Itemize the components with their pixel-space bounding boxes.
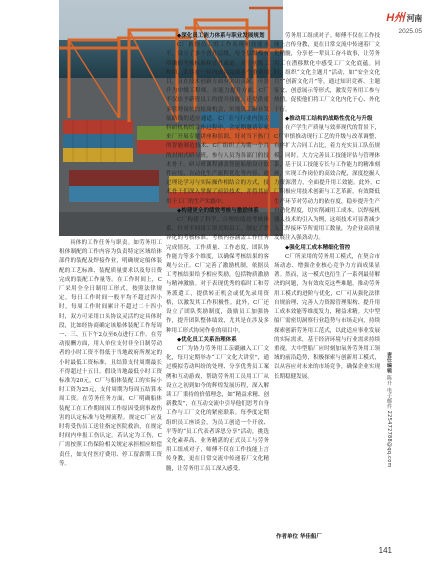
section-heading: ◆推动用工结构的战略性优化与升级 (285, 115, 373, 122)
editor-name: 陈升 (386, 375, 392, 386)
paragraph: 在产学生产质量与效率现代的背景下，C厂审慎推动现行工艺的升级与改革调整，有序扩大合同工占比，着力充实员工队伍规模。同时，大力完善员工技能评估与管理体系，基于员工技能专长与工作能力的精准刻画，实现工作岗位的高效合配，深度挖掘人力资源潜力，全面提升用工效能。此外，C厂积极应用技术创新与工艺革新，有效降低生产环节对劳动力的依存度，稳步提升生产自动化程度，切实削减用工成本。以焊接机器人技术的引入为例，这项技术可显著减少人工焊接环节所需用工数量，为企业高质量发展注入强劲动力。 (274, 125, 380, 242)
paragraph: C厂构建了科学、合理的绩效考核体系，针对不同用工形式的员工，制定了差异化的考核标准。考核内容涵盖工作任务完成情况、工作质量、工作态度、团队协作能力等多个维度，以确保考核结果的客观与公正。C厂完善了激励机制，依据员工考核结果给予相应奖励，包括物质激励与精神激励。对于表现优秀的临时工和劳务派遣工，提供转正机会或优先录用资格，以激发其工作积极性。此外，C厂还设立了团队奖励制度，鼓励员工加强协作，提升团队整体绩效，尤其是在涉及多种用工形式协同作业的项目中。 (166, 217, 269, 334)
paragraph: C厂所采用的劳务用工模式，在契合市场动态、增强企业核心竞争力方面成果显著。然而，这一模式也衍生了一系列最待解决的问题，为有效攻克这些难题，推动劳务用工模式的进阶与优化，C厂可从强化法律自规治理、完善人力资源管理架构、提升用工成本效能等维度发力，精益求精。大中型船厂需密切洞察行业趋势与市场走向，持续探索创新劳务用工范式，以此适应事业发展的实际需求，基于经济环境与行业需求持续重视，大中型船厂应时刻加氧务劳务用工领域的前沿趋势，积极探索与创新用工模式，以从容应对未来的市场竞争，确保企业实现长期稳健发展。 (274, 253, 380, 380)
paragraph: C厂依据员工的工作表现和技能水平，设立了多个晋升层级。每个层级都有明确的考核标准和晋升通道。对于初级工程师，若其在一年内成功完成多个重要项目，且在技术创新方面有突出贡献，可晋升为中级工程师。在能力提升方面，C厂不仅给予新资员工的提升技能，还提供更多管理岗位的轮岗机会，实现员工职业发展路线的适应通道。C厂在与行业内顶尖科研机构的合作过程中，会定期邀请专家来厂开展专题讲座和培训，针对当下热门的智能制造技术、C厂组织了为期一个月的封闭式研习班，参与人员为各部门的技术骨干。研习班课程涵盖智能船舶设计软件应用、自动化生产流程优化等内容。通过理论学习与实际操作相结合的方式，技术骨干们深入掌握了前沿技术，并将其应用于工厂的生产实践中。 (166, 42, 269, 205)
page-number: 141 (378, 546, 392, 555)
editor-ribbon (383, 352, 393, 528)
issue-date: 2025.05 (398, 28, 422, 35)
magazine-logo: H州 河南 (386, 12, 422, 24)
text-column-right (274, 32, 380, 532)
section-heading: ◆优化员工关系治理体系 (177, 336, 237, 343)
section-heading: ◆强化用工成本精细化管控 (285, 244, 351, 251)
section-heading: ◆深化员工能力体系与职业发展规划 (177, 33, 265, 39)
text-column-left (59, 239, 162, 529)
section-heading: ◆构建更全的绩效考核与激励体系 (177, 207, 259, 214)
paragraph: 具体的工作任务与职责。如劳务用工租体制配的工作内容为负责特定区域给体部件的装配及焊接作业，明确规定船体装配的工艺标准、装配质量要求以及每日费完成的装配工作量等。在工作时间上，C厂采用全全日制用工形式，按照法律规定，每日工作时间一般平均不超过四小时，每周工作时间累计不超过二十四小时，双方可采用口头协议灵活约定具体时段，比如经协商确定该船体装配工作每周一、三、五下午2点至6点进行工作。在劳动报酬方面，用人单位支付非全日制劳动者的小时工资不得低于当地政府所规定的小时最低工资标准，且结算支付周期最长不得超过十五日。假设当地最低小时工资标准为20元，C厂与船体装配工的实际小时工资为25元，支付周期为每周五结算本周工资。在劳务任务方面，C厂明确船体装配工在工作期间因工作原因受到事故伤害的认定标准与处理流程。规定C厂应及时将受伤员工送往指定医院救治，在规定时间内申报工伤认定。若认定为工伤，C厂需按照工伤保险相关规定承担相应赔偿责任，如支付医疗费用、停工留薪期工资等。 (59, 240, 162, 467)
text-column-middle (166, 32, 269, 532)
editor-label: 责任编辑 (386, 352, 392, 374)
paragraph: 劳务用工组成对子。师傅不仅在工作技能上言传身教，更在日常交流中传递着厂文化精髓，分享老一辈员工奋斗故事，让劳务用工在潜移默化中感受工厂文化底蕴。同时，组织“文化主题月”活动，如“安全文化月”“创新文化月”等，通过知识竞赛、主题征文、创意展示等形式，激发劳务用工参与热情，促使他们将工厂文化内化于心、外化于行。 (274, 33, 380, 113)
author-affiliation: 作者单位 华佳船厂 (276, 534, 322, 540)
editor-email: 电子邮件 225472788@qq.com (386, 387, 392, 468)
paragraph: C厂为协力劳务用工亲疆融入工厂文化，每月定期举办“工厂文化大讲堂”，通过模拟劳动纠纷的处理、分享优秀员工案例和互动游戏，帮助劳务用工员用工厂从设立之初到如今的辉煌发展历程，深入解读工厂秉持的价值理念，如“精益求精、创新教发”，在互动交流中引导他们思考自身工作与工厂文化的紧密联系。每季度定期组织员工座谈会，为员工创造一个开放、平等的“员工代表者诉思分享”活动，挑选文化素养高、业务精湛的正式员工与劳务用工组成对子，师傅不仅在工作技能上言传身教，更在日常交流中传递着厂文化精髓，让劳务用工员工深入感受。 (166, 345, 269, 472)
